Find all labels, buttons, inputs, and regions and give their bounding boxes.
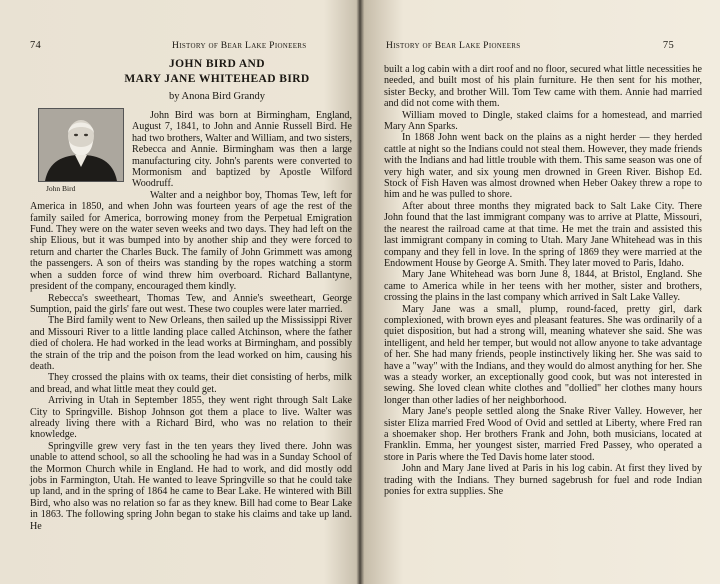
paragraph: John Bird was born at Birmingham, England, August 7, 1841, to John and Annie Russell Bird. He had two brothers, Walter and William, and two sisters, Rebecca and Annie. Birmingham was then a large manufacturing city. John's parents were converted to Mormonism and baptized by Apostle Wilford Woodruff. (132, 110, 352, 190)
paragraph: In 1868 John went back on the plains as a night herder — they herded cattle at night so the Indians could not steal them. However, they made friends with the Indians and had little trouble with them. This same season was one of very high water, and six young men drowned in Green River. Bishop Ed. Stock of Fish Haven was almost drowned when Heber Oakey threw a rope to him and he was pulled to shore. (384, 132, 702, 201)
paragraph: Rebecca's sweetheart, Thomas Tew, and Annie's sweetheart, George Sumption, paid the girls' fare out west. These two couples were later married. (30, 292, 352, 315)
left-page-header (22, 40, 352, 54)
paragraph: The Bird family went to New Orleans, then sailed up the Mississippi River and Missouri River to a little landing place called Atchinson, where the father died of cholera. He had worked in the lead works at Birmingham, and possibly the strain of the trip and the poison from the lead worked on him, causing his death. (30, 315, 352, 372)
paragraph: Mary Jane Whitehead was born June 8, 1844, at Bristol, England. She came to America while in her teens with her mother, sister and brothers, crossing the plains in the last company which arrived in Salt Lake Valley. (384, 269, 702, 304)
page-number: 74 (30, 40, 42, 51)
left-page-body (30, 110, 352, 532)
chapter-title-line-1: JOHN BIRD AND (169, 58, 265, 70)
right-page-body (384, 64, 702, 497)
paragraph: John and Mary Jane lived at Paris in his log cabin. At first they lived by trading with the Indians. They burned sagebrush for fuel and rode Indian ponies for extra supplies. She (384, 463, 702, 498)
running-head: History of Bear Lake Pioneers (386, 40, 521, 51)
right-page-header (384, 40, 706, 54)
paragraph: built a log cabin with a dirt roof and no floor, secured what little necessities he needed, and built most of his plain furniture. He then sent for his mother, sister Becky, and brother Will. Tom Tew came with them. Annie had married and did not come with them. (384, 64, 702, 110)
paragraph: Mary Jane's people settled along the Snake River Valley. However, her sister Eliza married Fred Wood of Ovid and settled at Liberty, where Fred ran a shoemaker shop. Her brothers Frank and John, both musicians, located at Franklin. Emma, her youngest sister, married Fred Passey, who operated a store in Paris where the Ted Davis home later stood. (384, 406, 702, 463)
paragraph: Springville grew very fast in the ten years they lived there. John was unable to attend school, so all the schooling he had was in a Sunday School of the Mormon Church while in England. He had to work, and did mostly odd jobs in Farmington, Utah. He wanted to leave Springville so that he could take up land, and in the spring of 1864 he came to Bear Lake. He wintered with Bill Bird, who also was no relation so far as they knew. Bill had come to Bear Lake in 1863. The following spring John began to stake his claims and take up land. He (30, 440, 352, 532)
right-page (384, 0, 706, 584)
paragraph: Walter and a neighbor boy, Thomas Tew, left for America in 1850, and when John was fourteen years of age the rest of the family sailed for America, borrowing money from the Perpetual Emigration Fund. They were on the water seven weeks and two days. They had left on the ship Elious, but it was bumped into by another ship and they were forced to return and charter the Charles Buck. The family of John Grimmett was among the passengers. A son of theirs was standing by the ropes watching a storm when a sudden force of wind threw him overboard. Richard Ballantyne, president of the company, encouraged them kindly. (30, 189, 352, 293)
left-page (22, 0, 352, 584)
paragraph: William moved to Dingle, staked claims for a homestead, and married Mary Ann Sparks. (384, 109, 702, 133)
running-head: History of Bear Lake Pioneers (172, 40, 307, 51)
paragraph: Mary Jane was a small, plump, round-faced, pretty girl, dark complexioned, with brown eyes and pleasant features. She was ordinarily of a quiet disposition, but had a strong will, meaning whatever she said. She was intelligent, and held her temper, but would not allow anyone to take advantage of her. She had many friends, people instinctively liking her. She was said to have a "way" with the Indians, and they would do almost anything for her. She was a steady worker, an exceptionally good cook, but was not interested in sewing. She loved clean white clothes and "dollied" her clothes many hours longer than other ladies of her neighborhood. (384, 303, 702, 406)
byline: by Anona Bird Grandy (169, 91, 265, 102)
paragraph: Arriving in Utah in September 1855, they went right through Salt Lake City to Springville. Bishop Johnson got them a place to live. Walter was already living there with a Richard Bird, who was no relation to their knowledge. (30, 395, 352, 441)
page-number: 75 (662, 40, 674, 51)
paragraph: After about three months they migrated back to Salt Lake City. There John found that the last immigrant company was to arrive at Platte, Missouri, the nearest the railroad came at that time. He met the train and assisted this last immigrant company in coming to Utah. Mary Jane Whitehead was in this company and they fell in love. In the spring of 1869 they were married at the Endowment House by George A. Smith. They later moved to Paris, Idaho. (384, 200, 702, 269)
photo-wrap-spacer (30, 110, 132, 200)
paragraph: They crossed the plains with ox teams, their diet consisting of herbs, milk and bread, and what little meat they could get. (30, 372, 352, 395)
chapter-title-line-2: MARY JANE WHITEHEAD BIRD (124, 73, 310, 85)
photo-caption: John Bird (46, 184, 76, 193)
